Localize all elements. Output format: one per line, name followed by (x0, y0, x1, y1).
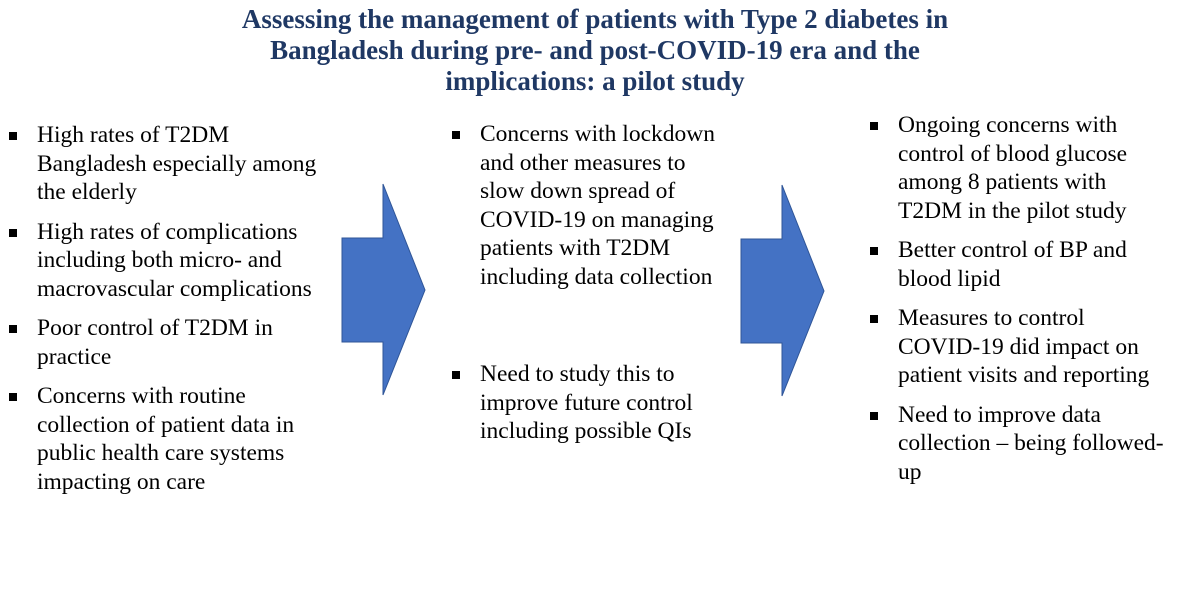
bullet-text: Poor control of T2DM in practice (37, 315, 273, 370)
bullet-text: Need to study this to improve future control including possible QIs (480, 361, 693, 444)
square-bullet-icon (870, 412, 878, 420)
list-item (480, 360, 730, 446)
title-line-1: Assessing the management of patients with Type 2 diabetes in (241, 4, 949, 34)
square-bullet-icon (870, 122, 878, 130)
arrow-shape (342, 184, 425, 395)
background-column (37, 121, 317, 507)
right-arrow-icon (740, 184, 826, 398)
list-item (898, 111, 1168, 225)
right-arrow-icon (341, 183, 427, 397)
bullet-text: Concerns with routine collection of patient data in public health care systems impacting on care (37, 383, 295, 495)
square-bullet-icon (9, 229, 17, 237)
arrow-shape (741, 185, 824, 396)
bullet-text: Better control of BP and blood lipid (898, 237, 1127, 292)
list-item (37, 218, 317, 304)
title-line-2: Bangladesh during pre- and post-COVID-19 era and the (270, 35, 920, 65)
bullet-text: Measures to control COVID-19 did impact on patient visits and reporting (898, 305, 1150, 388)
list-item (37, 314, 317, 371)
bullet-text: High rates of complications including both micro- and macrovascular complications (37, 218, 312, 302)
slide-title (120, 4, 1070, 97)
square-bullet-icon (452, 371, 460, 379)
list-item (898, 304, 1168, 390)
square-bullet-icon (870, 247, 878, 255)
list-item (37, 382, 317, 496)
square-bullet-icon (452, 131, 460, 139)
bullet-text: Ongoing concerns with control of blood glucose among 8 patients with T2DM in the pilot study (898, 112, 1128, 224)
list-item (480, 120, 730, 291)
bullet-text: High rates of T2DM Bangladesh especially among the elderly (37, 122, 317, 205)
list-item (898, 401, 1168, 487)
concerns-column (480, 120, 730, 446)
square-bullet-icon (9, 325, 17, 333)
square-bullet-icon (9, 393, 17, 401)
findings-column (898, 111, 1168, 497)
list-item (898, 236, 1168, 293)
square-bullet-icon (870, 315, 878, 323)
square-bullet-icon (9, 132, 17, 140)
list-item (37, 121, 317, 207)
bullet-text: Need to improve data collection – being followed-up (898, 401, 1164, 485)
title-line-3: implications: a pilot study (445, 66, 745, 96)
bullet-text: Concerns with lockdown and other measures to slow down spread of COVID-19 on managing patients with T2DM including data collection (480, 121, 715, 290)
